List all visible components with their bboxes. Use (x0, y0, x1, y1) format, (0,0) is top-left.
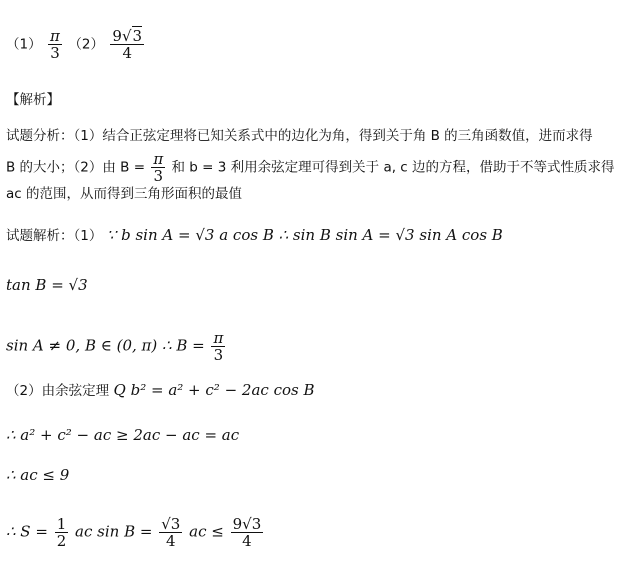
solution-line-1 (6, 226, 503, 245)
answer2-numerator (110, 28, 144, 45)
area-fraction-1-numerator: 1 (56, 515, 67, 533)
analysis-fraction (151, 151, 165, 184)
area-bound: ac ≤ (189, 522, 224, 541)
answer-line (6, 28, 146, 61)
answer2-coefficient: 9 (112, 27, 122, 45)
solution-step-3-fraction (211, 330, 225, 363)
analysis-fraction-numerator: π (153, 150, 164, 168)
answer1-numerator: π (50, 27, 60, 45)
analysis-line-2a: B 的大小；（2）由 B = (6, 159, 146, 176)
solution-step-5: ∴ a² + c² − ac ≥ 2ac − ac = ac (6, 426, 240, 444)
area-lhs: ∴ S = (6, 522, 48, 541)
answer-part2-label: （2） (68, 36, 104, 53)
solution-line-7 (6, 516, 265, 549)
solution-step-3: sin A ≠ 0, B ∈ (0, π) ∴ B = (6, 336, 205, 355)
answer2-radicand: 3 (132, 27, 143, 45)
solution-line-4 (6, 381, 315, 400)
analysis-line-2 (6, 151, 615, 184)
solution-step-1: ∵ b sin A = √3 a cos B ∴ sin B sin A = √3 sin A cos B (106, 226, 503, 244)
sqrt-symbol: √3 (121, 27, 143, 45)
solution-step-2: tan B = √3 (6, 276, 88, 294)
solution-step-6: ∴ ac ≤ 9 (6, 466, 70, 484)
area-fraction-3 (231, 516, 264, 549)
solution-part2-label: （2）由余弦定理 (6, 383, 110, 399)
area-fraction-2 (159, 516, 182, 549)
answer1-denominator: 3 (50, 44, 60, 62)
solution-step-3-denominator: 3 (213, 346, 224, 364)
answer2-denominator: 4 (122, 44, 132, 62)
solution-step-3-numerator: π (213, 329, 224, 347)
area-fraction-2-numerator: √3 (161, 515, 181, 533)
cosine-law-equation: Q b² = a² + c² − 2ac cos B (113, 381, 315, 399)
section-title: 【解析】 (6, 92, 60, 108)
solution-line-3 (6, 330, 227, 363)
area-middle: ac sin B = (75, 522, 153, 541)
area-fraction-3-numerator: 9√3 (232, 515, 262, 533)
analysis-fraction-denominator: 3 (153, 167, 164, 185)
answer1-fraction (48, 28, 62, 61)
analysis-line-3: ac 的范围，从而得到三角形面积的最值 (6, 186, 242, 202)
solution-label: 试题解析：（1） (6, 228, 103, 244)
answer2-fraction (110, 28, 144, 61)
answer-part1-label: （1） (6, 36, 42, 53)
area-fraction-2-denominator: 4 (166, 532, 176, 550)
area-fraction-1 (55, 516, 69, 549)
analysis-line-2b: 和 b = 3 利用余弦定理可得到关于 a, c 边的方程，借助于不等式性质求得 (171, 159, 615, 176)
area-fraction-1-denominator: 2 (56, 532, 67, 550)
area-fraction-3-denominator: 4 (242, 532, 252, 550)
analysis-line-1: 试题分析：（1）结合正弦定理将已知关系式中的边化为角，得到关于角 B 的三角函数值，进而求得 (6, 128, 593, 144)
